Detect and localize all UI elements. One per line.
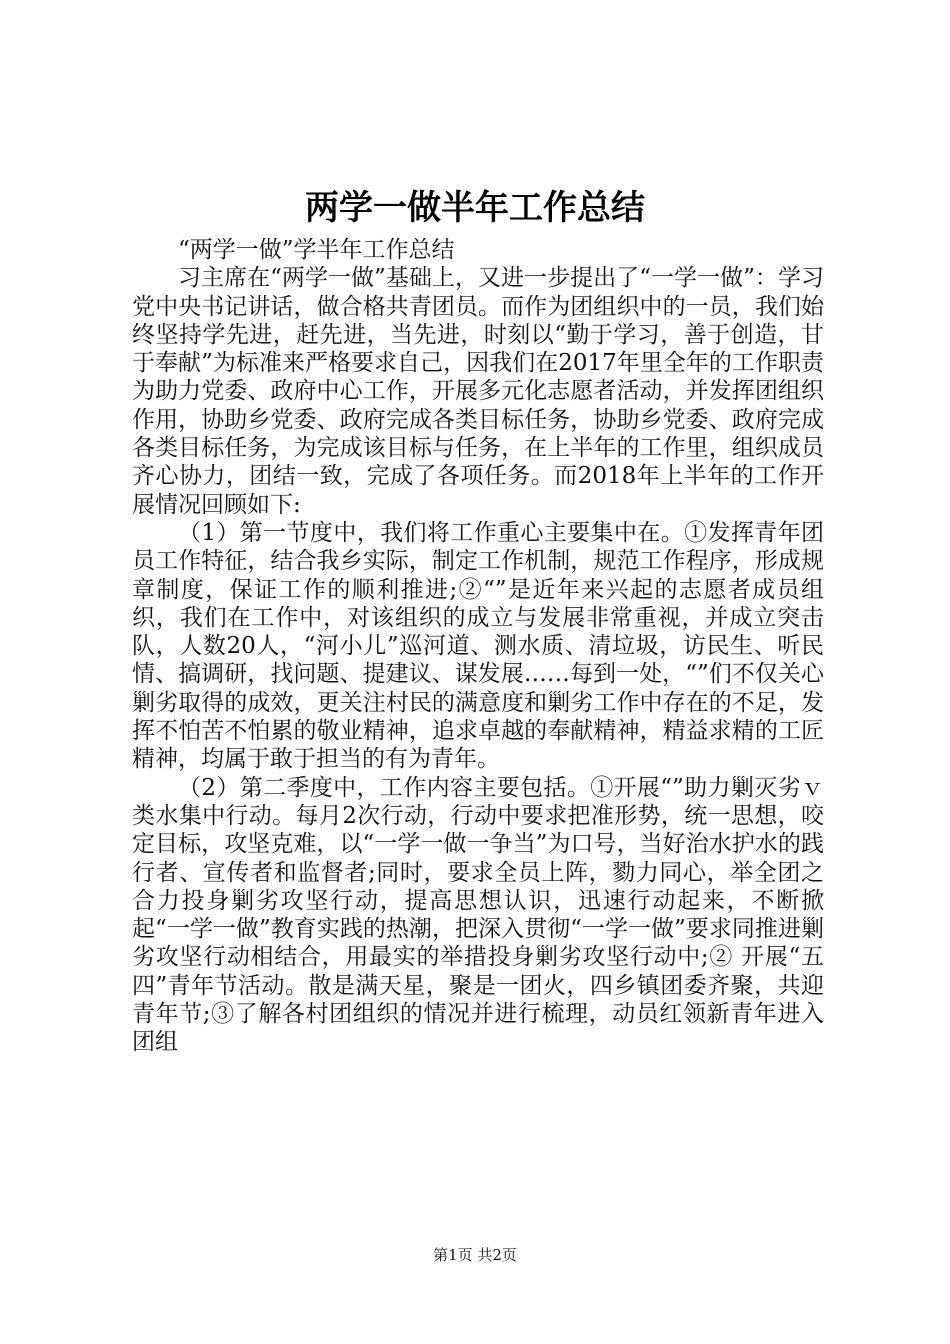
document-title: 两学一做半年工作总结 — [305, 188, 645, 228]
document-body — [132, 236, 824, 1057]
page-footer: 第1页 共2页 — [433, 1246, 517, 1264]
second-quarter-paragraph: （2）第二季度中，工作内容主要包括。①开展“”助力剿灭劣ｖ类水集中行动。每月2次行动，行动中要求把准形势，统一思想，咬定目标，攻坚克难，以“一学一做一争当”为口号，当好治水护水的践行者、宣传者和监督者;同时，要求全员上阵，勠力同心，举全团之合力投身剿劣攻坚行动，提高思想认识，迅速行动起来，不断掀起“一学一做”教育实践的热潮，把深入贯彻“一学一做”要求同推进剿劣攻坚行动相结合，用最实的举措投身剿劣攻坚行动中;② 开展“五四”青年节活动。散是满天星，聚是一团火，四乡镇团委齐聚，共迎青年节;③了解各村团组织的情况并进行梳理，动员红领新青年进入团组 — [132, 774, 824, 1056]
first-quarter-paragraph: （1）第一节度中，我们将工作重心主要集中在。①发挥青年团员工作特征，结合我乡实际，制定工作机制，规范工作程序，形成规章制度，保证工作的顺利推进;②“”是近年来兴起的志愿者成员组织，我们在工作中，对该组织的成立与发展非常重视，并成立突击队，人数20人，“河小儿”巡河道、测水质、清垃圾，访民生、听民情、搞调研，找问题、提建议、谋发展……每到一处，“”们不仅关心剿劣取得的成效，更关注村民的满意度和剿劣工作中存在的不足，发挥不怕苦不怕累的敬业精神，追求卓越的奉献精神，精益求精的工匠精神，均属于敢于担当的有为青年。 — [132, 519, 824, 773]
subtitle-paragraph: “两学一做”学半年工作总结 — [178, 237, 455, 263]
intro-paragraph: 习主席在“两学一做”基础上，又进一步提出了“一学一做”：学习党中央书记讲话，做合格共青团员。而作为团组织中的一员，我们始终坚持学先进，赶先进，当先进，时刻以“勤于学习，善于创造，甘于奉献”为标准来严格要求自己，因我们在2017年里全年的工作职责为助力党委、政府中心工作，开展多元化志愿者活动，并发挥团组织作用，协助乡党委、政府完成各类目标任务，协助乡党委、政府完成各类目标任务，为完成该目标与任务，在上半年的工作里，组织成员齐心协力，团结一致，完成了各项任务。而2018年上半年的工作开展情况回顾如下: — [132, 265, 824, 518]
